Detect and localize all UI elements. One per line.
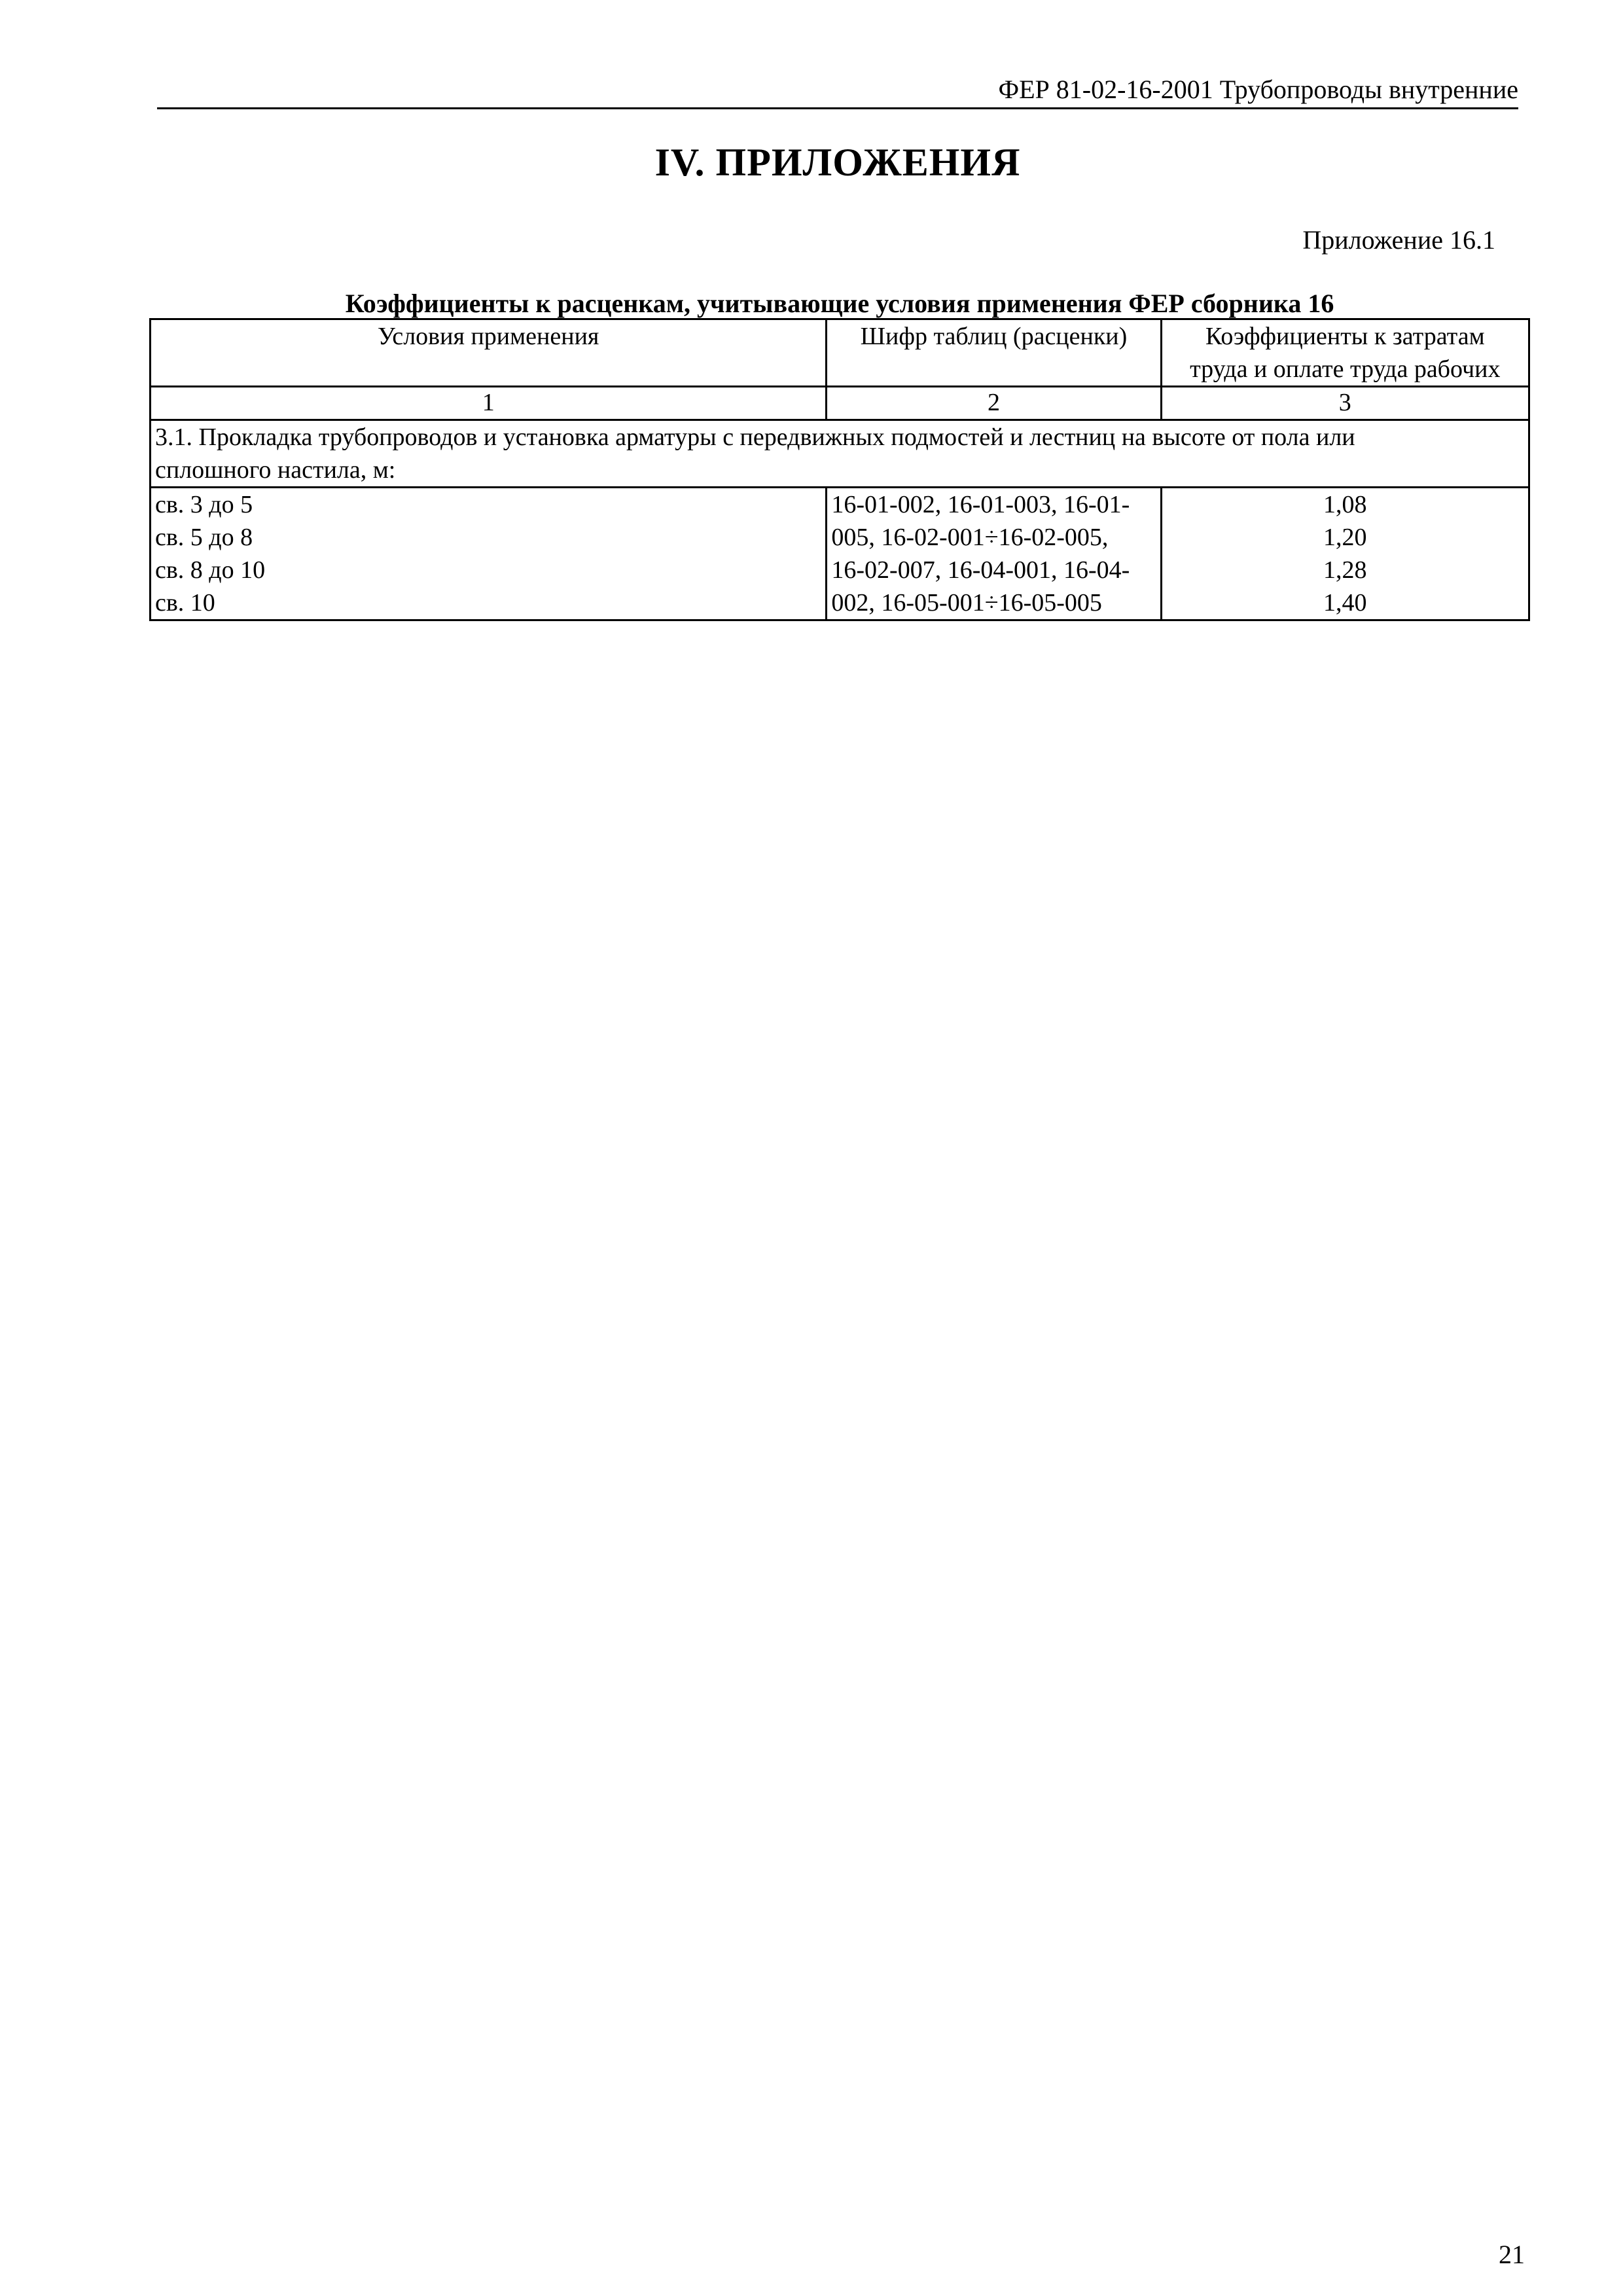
coefficients-table — [149, 318, 1530, 621]
column-number: 3 — [1161, 387, 1529, 420]
coefficient-value: 1,40 — [1323, 589, 1367, 617]
codes-cell — [827, 488, 1161, 620]
column-number-row — [151, 387, 1529, 420]
header-conditions-text: Условия применения — [378, 323, 599, 350]
codes-line: 16-01-002, 16-01-003, 16-01- — [831, 491, 1130, 518]
conditions-cell — [151, 488, 827, 620]
table-row — [151, 488, 1529, 620]
header-codes-text: Шифр таблиц (расценки) — [860, 323, 1128, 350]
condition-item: св. 3 до 5 — [155, 491, 253, 518]
header-rule — [157, 107, 1518, 109]
running-header: ФЕР 81-02-16-2001 Трубопроводы внутренние — [998, 75, 1518, 104]
header-coefficients-line1: Коэффициенты к затратам — [1205, 323, 1485, 350]
section-heading — [151, 420, 1529, 488]
codes-line: 002, 16-05-001÷16-05-005 — [831, 589, 1102, 617]
table-header-row — [151, 319, 1529, 387]
header-conditions — [151, 319, 827, 387]
condition-item: св. 8 до 10 — [155, 556, 266, 584]
header-codes — [827, 319, 1161, 387]
condition-item: св. 10 — [155, 589, 215, 617]
header-coefficients — [1161, 319, 1529, 387]
header-coefficients-line2: труда и оплате труда рабочих — [1190, 355, 1501, 383]
appendix-label: Приложение 16.1 — [1302, 225, 1495, 255]
coefficient-value: 1,20 — [1323, 524, 1367, 551]
codes-line: 16-02-007, 16-04-001, 16-04- — [831, 556, 1130, 584]
coefficients-cell — [1161, 488, 1529, 620]
section-heading-line2: сплошного настила, м: — [155, 456, 396, 484]
coefficient-value: 1,08 — [1323, 491, 1367, 518]
section-title: IV. ПРИЛОЖЕНИЯ — [654, 141, 1021, 184]
column-number: 1 — [151, 387, 827, 420]
table-caption: Коэффициенты к расценкам, учитывающие условия применения ФЕР сборника 16 — [345, 289, 1334, 318]
section-heading-line1: 3.1. Прокладка трубопроводов и установка арматуры с передвижных подмостей и лестниц на высоте от пола или — [155, 423, 1355, 451]
codes-line: 005, 16-02-001÷16-02-005, — [831, 524, 1109, 551]
section-row — [151, 420, 1529, 488]
coefficient-value: 1,28 — [1323, 556, 1367, 584]
column-number: 2 — [827, 387, 1161, 420]
condition-item: св. 5 до 8 — [155, 524, 253, 551]
page-number: 21 — [1499, 2240, 1525, 2269]
